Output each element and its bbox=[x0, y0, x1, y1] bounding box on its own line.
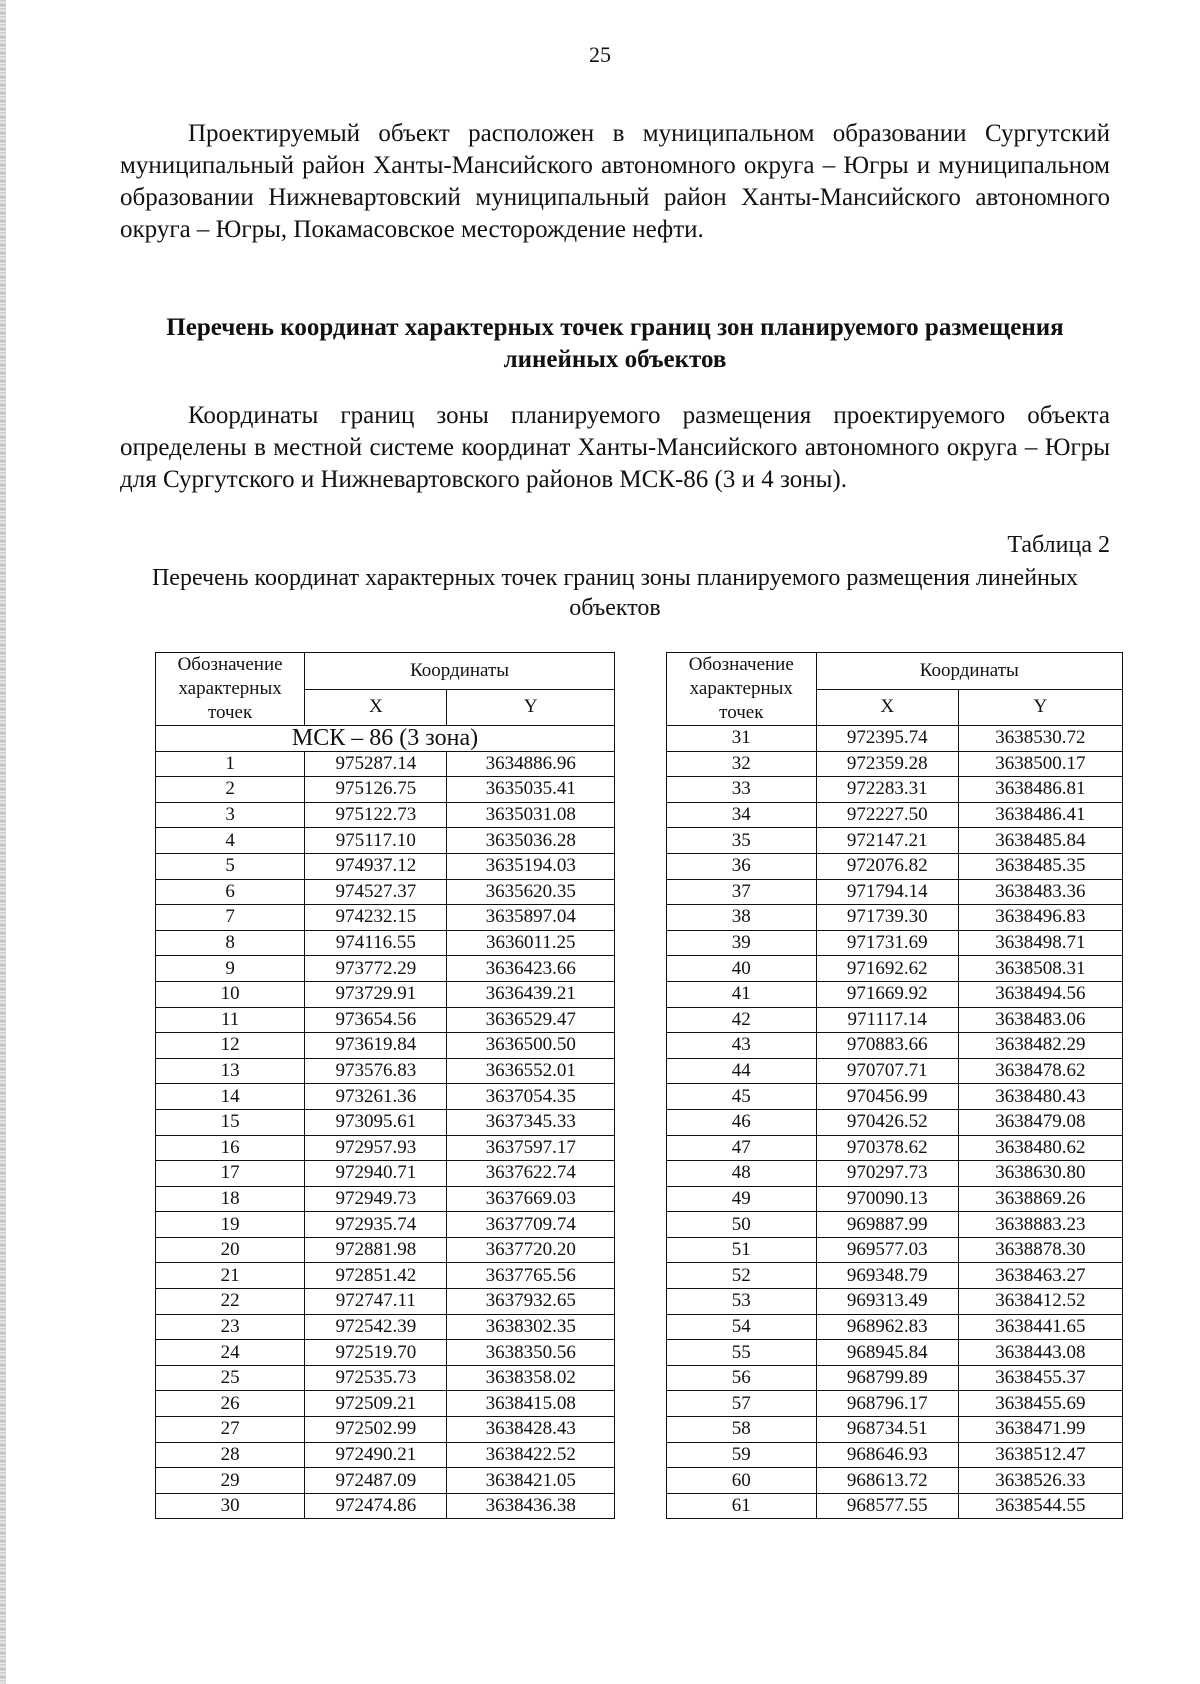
table-row bbox=[667, 1033, 1123, 1059]
coordinate-y: 3638428.43 bbox=[447, 1417, 615, 1443]
table-row bbox=[156, 879, 615, 905]
point-number: 10 bbox=[156, 981, 305, 1007]
table-row bbox=[156, 981, 615, 1007]
coordinate-y: 3638869.26 bbox=[958, 1186, 1122, 1212]
coordinate-x: 972881.98 bbox=[305, 1237, 447, 1263]
coordinate-y: 3638441.65 bbox=[958, 1314, 1122, 1340]
column-header-coordinates: Координаты bbox=[305, 653, 615, 690]
table-row bbox=[667, 1058, 1123, 1084]
coordinate-y: 3637597.17 bbox=[447, 1135, 615, 1161]
coordinate-y: 3638486.81 bbox=[958, 777, 1122, 803]
point-number: 15 bbox=[156, 1109, 305, 1135]
coordinate-y: 3638630.80 bbox=[958, 1161, 1122, 1187]
coordinate-x: 969577.03 bbox=[816, 1237, 958, 1263]
table-row bbox=[156, 1058, 615, 1084]
table-row bbox=[156, 1468, 615, 1494]
coordinate-x: 969887.99 bbox=[816, 1212, 958, 1238]
zone-label: МСК – 86 (3 зона) bbox=[156, 726, 615, 752]
point-number: 21 bbox=[156, 1263, 305, 1289]
table-row bbox=[667, 1135, 1123, 1161]
coordinate-x: 972395.74 bbox=[816, 726, 958, 752]
coordinate-y: 3638494.56 bbox=[958, 981, 1122, 1007]
coordinate-x: 972283.31 bbox=[816, 777, 958, 803]
point-number: 43 bbox=[667, 1033, 817, 1059]
table-row bbox=[156, 1314, 615, 1340]
point-number: 59 bbox=[667, 1442, 817, 1468]
coordinate-x: 972949.73 bbox=[305, 1186, 447, 1212]
coordinate-x: 972519.70 bbox=[305, 1340, 447, 1366]
table-row bbox=[667, 1340, 1123, 1366]
coordinate-y: 3638421.05 bbox=[447, 1468, 615, 1494]
table-row bbox=[667, 1468, 1123, 1494]
coordinate-y: 3636552.01 bbox=[447, 1058, 615, 1084]
point-number: 37 bbox=[667, 879, 817, 905]
table-row bbox=[667, 1314, 1123, 1340]
coordinate-x: 975117.10 bbox=[305, 828, 447, 854]
table-row bbox=[667, 1289, 1123, 1315]
point-number: 33 bbox=[667, 777, 817, 803]
coordinate-y: 3635035.41 bbox=[447, 777, 615, 803]
point-number: 57 bbox=[667, 1391, 817, 1417]
point-number: 9 bbox=[156, 956, 305, 982]
coordinate-y: 3637054.35 bbox=[447, 1084, 615, 1110]
coordinate-x: 974937.12 bbox=[305, 853, 447, 879]
coordinate-x: 968613.72 bbox=[816, 1468, 958, 1494]
table-row bbox=[667, 828, 1123, 854]
coordinate-x: 973772.29 bbox=[305, 956, 447, 982]
table-row bbox=[156, 1135, 615, 1161]
column-header-x: X bbox=[305, 689, 447, 726]
coordinate-y: 3637720.20 bbox=[447, 1237, 615, 1263]
table-row bbox=[667, 1186, 1123, 1212]
coordinate-x: 973095.61 bbox=[305, 1109, 447, 1135]
point-number: 47 bbox=[667, 1135, 817, 1161]
table-row bbox=[156, 930, 615, 956]
coordinate-x: 970707.71 bbox=[816, 1058, 958, 1084]
coordinate-y: 3638358.02 bbox=[447, 1365, 615, 1391]
table-row bbox=[667, 1365, 1123, 1391]
table-row bbox=[156, 1442, 615, 1468]
coordinate-y: 3637622.74 bbox=[447, 1161, 615, 1187]
point-number: 22 bbox=[156, 1289, 305, 1315]
coordinate-x: 972940.71 bbox=[305, 1161, 447, 1187]
point-number: 41 bbox=[667, 981, 817, 1007]
page-number: 25 bbox=[589, 42, 611, 67]
table-row bbox=[667, 956, 1123, 982]
coordinate-y: 3638302.35 bbox=[447, 1314, 615, 1340]
table-row bbox=[156, 1289, 615, 1315]
coordinate-x: 970378.62 bbox=[816, 1135, 958, 1161]
table-label: Таблица 2 bbox=[1007, 532, 1110, 558]
coordinate-x: 972957.93 bbox=[305, 1135, 447, 1161]
table-row bbox=[156, 1084, 615, 1110]
point-number: 42 bbox=[667, 1007, 817, 1033]
coordinate-x: 975122.73 bbox=[305, 802, 447, 828]
table-row bbox=[156, 956, 615, 982]
coordinate-x: 971739.30 bbox=[816, 905, 958, 931]
coordinate-y: 3638544.55 bbox=[958, 1493, 1122, 1519]
coordinate-y: 3638526.33 bbox=[958, 1468, 1122, 1494]
coordinate-x: 974232.15 bbox=[305, 905, 447, 931]
table-row bbox=[667, 777, 1123, 803]
point-number: 56 bbox=[667, 1365, 817, 1391]
coordinate-x: 971794.14 bbox=[816, 879, 958, 905]
table-row bbox=[667, 1442, 1123, 1468]
coordinate-y: 3636529.47 bbox=[447, 1007, 615, 1033]
coordinate-y: 3638878.30 bbox=[958, 1237, 1122, 1263]
point-number: 54 bbox=[667, 1314, 817, 1340]
coordinate-y: 3638500.17 bbox=[958, 751, 1122, 777]
table-row bbox=[667, 1391, 1123, 1417]
coordinate-y: 3638486.41 bbox=[958, 802, 1122, 828]
table-row bbox=[156, 1391, 615, 1417]
point-number: 61 bbox=[667, 1493, 817, 1519]
table-row bbox=[667, 905, 1123, 931]
point-number: 1 bbox=[156, 751, 305, 777]
coordinate-y: 3638485.84 bbox=[958, 828, 1122, 854]
coordinate-x: 972227.50 bbox=[816, 802, 958, 828]
table-row bbox=[667, 1417, 1123, 1443]
coordinate-y: 3635036.28 bbox=[447, 828, 615, 854]
point-number: 48 bbox=[667, 1161, 817, 1187]
point-number: 40 bbox=[667, 956, 817, 982]
coordinate-x: 974116.55 bbox=[305, 930, 447, 956]
coordinate-y: 3636439.21 bbox=[447, 981, 615, 1007]
table-row bbox=[156, 777, 615, 803]
coordinate-y: 3637345.33 bbox=[447, 1109, 615, 1135]
coordinate-y: 3638485.35 bbox=[958, 853, 1122, 879]
coordinate-y: 3638508.31 bbox=[958, 956, 1122, 982]
table-row bbox=[156, 1007, 615, 1033]
coordinate-x: 972851.42 bbox=[305, 1263, 447, 1289]
column-header-x: X bbox=[816, 689, 958, 726]
point-number: 29 bbox=[156, 1468, 305, 1494]
point-number: 27 bbox=[156, 1417, 305, 1443]
coordinate-x: 968734.51 bbox=[816, 1417, 958, 1443]
coordinate-y: 3638471.99 bbox=[958, 1417, 1122, 1443]
coordinate-y: 3638483.36 bbox=[958, 879, 1122, 905]
coordinate-x: 972490.21 bbox=[305, 1442, 447, 1468]
point-number: 45 bbox=[667, 1084, 817, 1110]
coordinate-y: 3638455.37 bbox=[958, 1365, 1122, 1391]
table-row bbox=[156, 905, 615, 931]
coordinate-y: 3638512.47 bbox=[958, 1442, 1122, 1468]
point-number: 20 bbox=[156, 1237, 305, 1263]
coordinate-y: 3638483.06 bbox=[958, 1007, 1122, 1033]
point-number: 31 bbox=[667, 726, 817, 752]
point-number: 3 bbox=[156, 802, 305, 828]
coordinate-y: 3636500.50 bbox=[447, 1033, 615, 1059]
point-number: 17 bbox=[156, 1161, 305, 1187]
coordinate-x: 971669.92 bbox=[816, 981, 958, 1007]
coordinate-y: 3636011.25 bbox=[447, 930, 615, 956]
coordinate-y: 3638350.56 bbox=[447, 1340, 615, 1366]
point-number: 32 bbox=[667, 751, 817, 777]
point-number: 44 bbox=[667, 1058, 817, 1084]
table-row bbox=[156, 1186, 615, 1212]
table-row bbox=[667, 751, 1123, 777]
coordinate-x: 969313.49 bbox=[816, 1289, 958, 1315]
table-row bbox=[156, 1365, 615, 1391]
coordinate-y: 3637932.65 bbox=[447, 1289, 615, 1315]
table-row bbox=[667, 879, 1123, 905]
table-row bbox=[156, 1212, 615, 1238]
coordinate-x: 972076.82 bbox=[816, 853, 958, 879]
coordinate-y: 3638530.72 bbox=[958, 726, 1122, 752]
point-number: 24 bbox=[156, 1340, 305, 1366]
point-number: 60 bbox=[667, 1468, 817, 1494]
table-row bbox=[667, 1084, 1123, 1110]
coordinate-y: 3638480.43 bbox=[958, 1084, 1122, 1110]
table-row bbox=[156, 828, 615, 854]
table-row bbox=[667, 930, 1123, 956]
coordinate-x: 970883.66 bbox=[816, 1033, 958, 1059]
point-number: 49 bbox=[667, 1186, 817, 1212]
table-row bbox=[667, 1007, 1123, 1033]
table-row bbox=[156, 1109, 615, 1135]
coordinates-table-right bbox=[666, 652, 1123, 1519]
point-number: 16 bbox=[156, 1135, 305, 1161]
coordinate-y: 3634886.96 bbox=[447, 751, 615, 777]
table-row bbox=[156, 1417, 615, 1443]
point-number: 36 bbox=[667, 853, 817, 879]
table-row bbox=[156, 751, 615, 777]
point-number: 39 bbox=[667, 930, 817, 956]
table-row bbox=[156, 1493, 615, 1519]
coordinate-x: 972147.21 bbox=[816, 828, 958, 854]
coordinate-x: 970426.52 bbox=[816, 1109, 958, 1135]
coordinate-x: 971731.69 bbox=[816, 930, 958, 956]
coordinate-x: 968962.83 bbox=[816, 1314, 958, 1340]
point-number: 28 bbox=[156, 1442, 305, 1468]
point-number: 38 bbox=[667, 905, 817, 931]
coordinate-y: 3635897.04 bbox=[447, 905, 615, 931]
point-number: 11 bbox=[156, 1007, 305, 1033]
coordinate-y: 3638463.27 bbox=[958, 1263, 1122, 1289]
point-number: 52 bbox=[667, 1263, 817, 1289]
column-header-coordinates: Координаты bbox=[816, 653, 1122, 690]
coordinate-y: 3638422.52 bbox=[447, 1442, 615, 1468]
coordinate-x: 972474.86 bbox=[305, 1493, 447, 1519]
coordinate-x: 974527.37 bbox=[305, 879, 447, 905]
coordinate-y: 3637709.74 bbox=[447, 1212, 615, 1238]
coordinate-x: 968796.17 bbox=[816, 1391, 958, 1417]
coordinate-x: 972509.21 bbox=[305, 1391, 447, 1417]
coordinate-y: 3637669.03 bbox=[447, 1186, 615, 1212]
coordinate-x: 972542.39 bbox=[305, 1314, 447, 1340]
point-number: 2 bbox=[156, 777, 305, 803]
coordinate-x: 973654.56 bbox=[305, 1007, 447, 1033]
section-heading: Перечень координат характерных точек границ зон планируемого размещения линейных объектов bbox=[166, 314, 1064, 373]
coordinate-x: 969348.79 bbox=[816, 1263, 958, 1289]
coordinate-x: 973729.91 bbox=[305, 981, 447, 1007]
coordinate-x: 972935.74 bbox=[305, 1212, 447, 1238]
point-number: 13 bbox=[156, 1058, 305, 1084]
table-row bbox=[156, 1340, 615, 1366]
coordinate-x: 972502.99 bbox=[305, 1417, 447, 1443]
point-number: 6 bbox=[156, 879, 305, 905]
coordinate-x: 970456.99 bbox=[816, 1084, 958, 1110]
column-header-y: Y bbox=[447, 689, 615, 726]
column-header-designation: Обозначение характерных точек bbox=[156, 653, 305, 726]
point-number: 30 bbox=[156, 1493, 305, 1519]
table-row bbox=[156, 802, 615, 828]
coordinate-y: 3638436.38 bbox=[447, 1493, 615, 1519]
scan-edge bbox=[0, 0, 6, 1684]
point-number: 53 bbox=[667, 1289, 817, 1315]
column-header-y: Y bbox=[958, 689, 1122, 726]
point-number: 50 bbox=[667, 1212, 817, 1238]
point-number: 51 bbox=[667, 1237, 817, 1263]
coordinate-x: 971117.14 bbox=[816, 1007, 958, 1033]
coordinates-paragraph: Координаты границ зоны планируемого размещения проектируемого объекта определены в местной системе координат Ханты-Мансийского автономного округа – Югры для Сургутского и Нижневартовского районов МСК-86 (3 и 4 зоны). bbox=[120, 402, 1110, 493]
coordinate-x: 973619.84 bbox=[305, 1033, 447, 1059]
point-number: 8 bbox=[156, 930, 305, 956]
coordinate-y: 3638415.08 bbox=[447, 1391, 615, 1417]
coordinate-x: 968646.93 bbox=[816, 1442, 958, 1468]
point-number: 4 bbox=[156, 828, 305, 854]
table-row bbox=[667, 1212, 1123, 1238]
point-number: 18 bbox=[156, 1186, 305, 1212]
coordinate-x: 972535.73 bbox=[305, 1365, 447, 1391]
coordinate-y: 3638478.62 bbox=[958, 1058, 1122, 1084]
point-number: 34 bbox=[667, 802, 817, 828]
coordinate-x: 973261.36 bbox=[305, 1084, 447, 1110]
coordinate-y: 3636423.66 bbox=[447, 956, 615, 982]
coordinate-y: 3638479.08 bbox=[958, 1109, 1122, 1135]
table-caption: Перечень координат характерных точек границ зоны планируемого размещения линейных объектов bbox=[151, 565, 1079, 621]
point-number: 14 bbox=[156, 1084, 305, 1110]
point-number: 12 bbox=[156, 1033, 305, 1059]
point-number: 25 bbox=[156, 1365, 305, 1391]
coordinate-y: 3637765.56 bbox=[447, 1263, 615, 1289]
coordinate-x: 972747.11 bbox=[305, 1289, 447, 1315]
coordinate-y: 3638455.69 bbox=[958, 1391, 1122, 1417]
coordinate-x: 970297.73 bbox=[816, 1161, 958, 1187]
table-row bbox=[667, 1109, 1123, 1135]
point-number: 5 bbox=[156, 853, 305, 879]
table-row bbox=[667, 1161, 1123, 1187]
zone-row bbox=[156, 726, 615, 752]
coordinate-y: 3638883.23 bbox=[958, 1212, 1122, 1238]
point-number: 7 bbox=[156, 905, 305, 931]
intro-paragraph: Проектируемый объект расположен в муниципальном образовании Сургутский муниципальный район Ханты-Мансийского автономного округа – Югры и муниципальном образовании Нижневартовский муниципальный район Ханты-Мансийского автономного округа – Югры, Покамасовское месторождение нефти. bbox=[120, 120, 1110, 243]
coordinate-y: 3638480.62 bbox=[958, 1135, 1122, 1161]
coordinate-x: 972487.09 bbox=[305, 1468, 447, 1494]
table-row bbox=[156, 1161, 615, 1187]
coordinate-y: 3638482.29 bbox=[958, 1033, 1122, 1059]
coordinate-x: 968799.89 bbox=[816, 1365, 958, 1391]
point-number: 23 bbox=[156, 1314, 305, 1340]
point-number: 58 bbox=[667, 1417, 817, 1443]
coordinate-x: 975126.75 bbox=[305, 777, 447, 803]
point-number: 35 bbox=[667, 828, 817, 854]
coordinate-x: 975287.14 bbox=[305, 751, 447, 777]
coordinate-y: 3635031.08 bbox=[447, 802, 615, 828]
coordinate-x: 973576.83 bbox=[305, 1058, 447, 1084]
table-row bbox=[667, 1493, 1123, 1519]
coordinate-y: 3638412.52 bbox=[958, 1289, 1122, 1315]
table-row bbox=[667, 853, 1123, 879]
coordinate-y: 3638443.08 bbox=[958, 1340, 1122, 1366]
table-row bbox=[667, 802, 1123, 828]
coordinate-x: 970090.13 bbox=[816, 1186, 958, 1212]
coordinate-y: 3638496.83 bbox=[958, 905, 1122, 931]
table-row bbox=[156, 853, 615, 879]
point-number: 46 bbox=[667, 1109, 817, 1135]
point-number: 55 bbox=[667, 1340, 817, 1366]
table-row bbox=[667, 1237, 1123, 1263]
coordinate-y: 3635620.35 bbox=[447, 879, 615, 905]
coordinate-x: 968945.84 bbox=[816, 1340, 958, 1366]
coordinate-y: 3635194.03 bbox=[447, 853, 615, 879]
table-row bbox=[667, 726, 1123, 752]
coordinate-x: 972359.28 bbox=[816, 751, 958, 777]
table-row bbox=[156, 1237, 615, 1263]
table-row bbox=[156, 1263, 615, 1289]
coordinate-x: 971692.62 bbox=[816, 956, 958, 982]
column-header-designation: Обозначение характерных точек bbox=[667, 653, 817, 726]
point-number: 19 bbox=[156, 1212, 305, 1238]
coordinate-x: 968577.55 bbox=[816, 1493, 958, 1519]
table-row bbox=[667, 981, 1123, 1007]
coordinate-y: 3638498.71 bbox=[958, 930, 1122, 956]
table-row bbox=[156, 1033, 615, 1059]
table-row bbox=[667, 1263, 1123, 1289]
coordinates-table-left bbox=[155, 652, 615, 1519]
point-number: 26 bbox=[156, 1391, 305, 1417]
